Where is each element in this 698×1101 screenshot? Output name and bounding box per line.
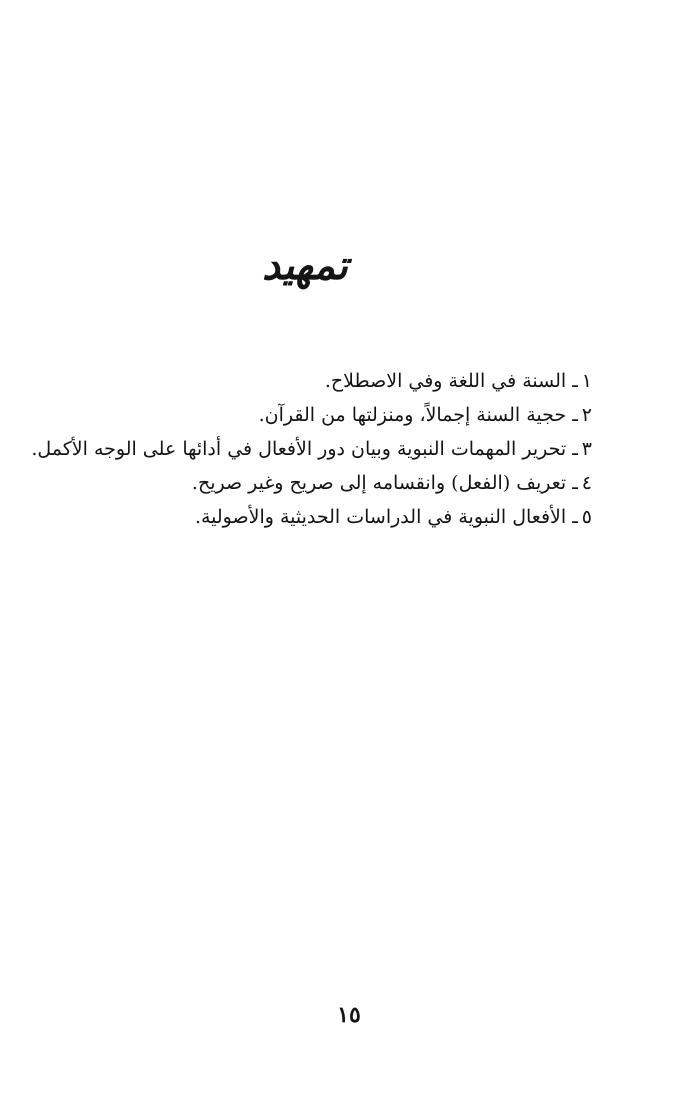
item-text: ـ تحرير المهمات النبوية وبيان دور الأفعال في أدائها على الوجه الأكمل. <box>31 438 578 460</box>
list-item <box>52 398 592 432</box>
item-text: ـ تعريف (الفعل) وانقسامه إلى صريح وغير صريح. <box>191 472 578 494</box>
list-item <box>52 466 592 500</box>
item-number: ٥ <box>581 506 592 528</box>
item-number: ١ <box>581 370 592 392</box>
list-item <box>52 364 592 398</box>
page-number: ١٥ <box>337 1002 361 1028</box>
item-number: ٤ <box>581 472 592 494</box>
list-item <box>31 432 592 466</box>
topics-list <box>31 364 592 534</box>
item-number: ٢ <box>581 404 592 426</box>
section-title: تمهيد <box>262 242 348 289</box>
item-number: ٣ <box>581 438 592 460</box>
item-text: ـ الأفعال النبوية في الدراسات الحديثية والأصولية. <box>194 506 578 528</box>
item-text: ـ حجية السنة إجمالاً، ومنزلتها من القرآن. <box>258 404 578 426</box>
list-item <box>52 500 592 534</box>
item-text: ـ السنة في اللغة وفي الاصطلاح. <box>324 370 578 392</box>
